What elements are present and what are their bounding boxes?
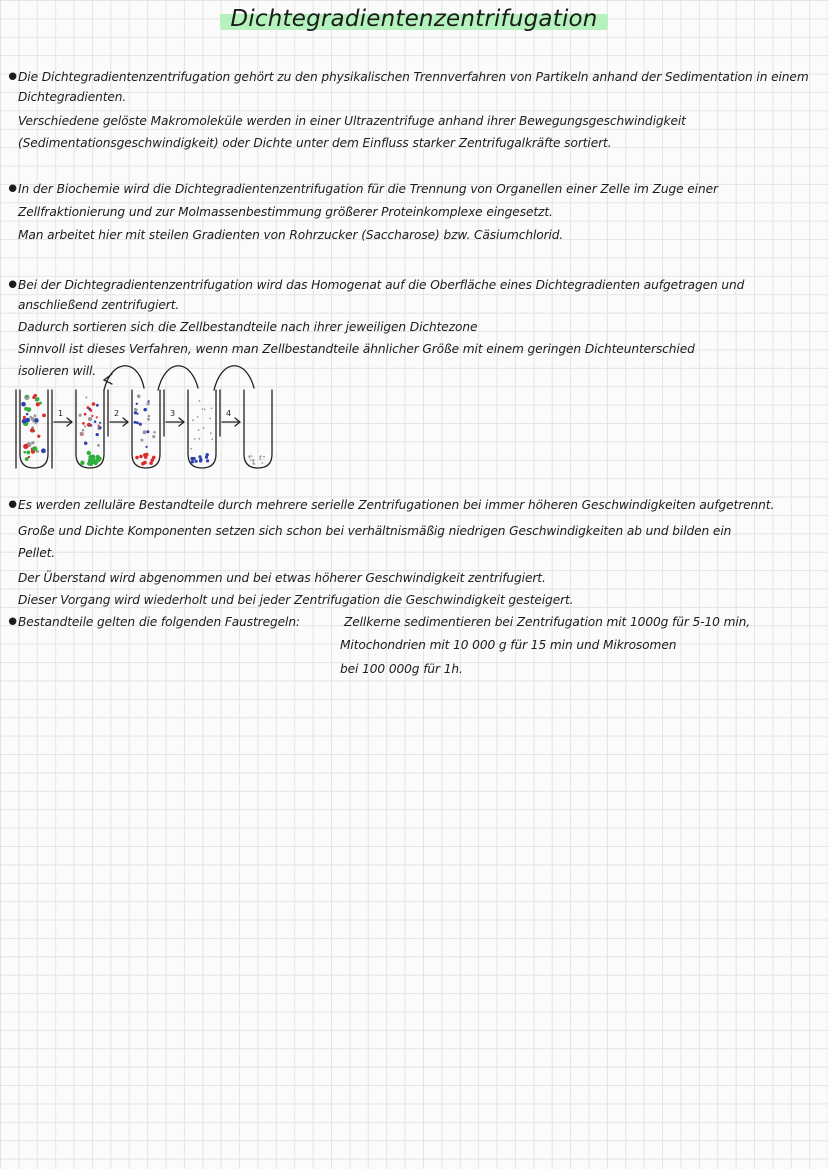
step-label-2: 2 [114,409,120,418]
particle-dot [136,403,138,405]
p4-line-5: Dieser Vorgang wird wiederholt und bei jeder Zentrifugation die Geschwindigkeit gesteigert. [18,593,574,607]
p3-line-1: Bei der Dichtegradientenzentrifugation wird das Homogenat auf die Oberfläche eines Dichtegradienten aufgetragen und [18,278,745,292]
particle-dot [97,457,101,461]
p1-line-3: Verschiedene gelöste Makromoleküle werden in einer Ultrazentrifuge anhand ihrer Bewegungsgeschwindigkeit [18,114,686,128]
particle-dot [85,396,87,398]
particle-dot [90,424,92,426]
particle-dot [153,431,156,434]
particle-dot [37,435,40,438]
particle-dot [148,415,151,418]
particle-dot [23,416,26,419]
p3-line-2: anschließend zentrifugiert. [18,298,180,312]
particle-dot [211,408,213,410]
particle-dot [82,422,85,425]
particle-dot [191,457,194,460]
p4-line-2: Große und Dichte Komponenten setzen sich schon bei verhältnismäßig niedrigen Geschwindigkeiten ab und bilden ein [18,524,732,538]
particle-dot [202,408,204,410]
arrow-3 [166,418,184,426]
particle-dot [253,463,255,465]
particle-dot [191,460,194,463]
p2-line-3: Man arbeitet hier mit steilen Gradienten von Rohrzucker (Saccharose) bzw. Cäsiumchlorid. [18,228,564,242]
particle-dot [80,461,84,465]
step-label-3: 3 [170,409,176,418]
particle-dot [192,419,194,421]
particle-dot [87,451,91,455]
particle-dot [25,395,28,398]
particle-dot [146,446,148,448]
particle-dot [253,459,255,461]
particle-dot [199,400,201,402]
particle-dot [31,441,34,444]
particle-dot [96,433,99,436]
particle-dot [209,418,211,420]
particle-dot [197,416,199,418]
particle-dot [88,417,92,421]
particle-dot [262,462,264,464]
particle-dot [260,458,262,460]
p5-line-4: bei 100 000g für 1h. [340,662,463,676]
particle-dot [26,450,30,454]
particle-dot [96,416,98,418]
particle-dot [89,409,92,412]
particle-dot [143,430,147,434]
particle-dot [199,438,201,440]
particle-dot [86,406,89,409]
particle-dots [21,394,265,466]
page-title: Dichtegradientenzentrifugation [220,6,607,32]
particle-dot [206,459,209,462]
particle-dot [30,428,35,433]
particle-dot [21,402,26,407]
p4-line-3: Pellet. [18,546,56,560]
particle-dot [199,459,202,462]
particle-dot [149,461,153,465]
particle-dot [35,398,39,402]
particle-dot [263,456,265,458]
rotor-arc-3 [214,366,254,390]
particle-dot [248,455,250,457]
particle-dot [23,444,28,449]
centrifugation-diagram [0,360,300,480]
page-title-wrap [0,6,828,32]
particle-dot [190,448,192,450]
tube-5 [244,390,272,468]
particle-dot [96,404,99,407]
p1-line-1: Die Dichtegradientenzentrifugation gehört zu den physikalischen Trennverfahren von Partikeln anhand der Sedimentation in einem [18,70,809,84]
particle-dot [26,413,28,415]
particle-dot [91,415,93,417]
rotor-arc-2 [158,366,198,390]
particle-dot [79,414,82,417]
p1-line-4: (Sedimentationsgeschwindigkeit) oder Dichte unter dem Einfluss starker Zentrifugalkräfte sortiert. [18,136,612,150]
particle-dot [84,425,86,427]
particle-dot [32,446,37,451]
p1-line-2: Dichtegradienten. [18,90,127,104]
particle-dot [94,420,97,423]
particle-dot [144,455,148,459]
particle-dot [41,448,46,453]
particle-dot [135,456,139,460]
particle-dot [34,414,37,417]
particle-dot [194,460,197,463]
particle-dot [35,422,38,425]
particle-dot [147,418,150,421]
particle-dot [210,432,212,434]
particle-dot [152,435,155,438]
particle-dot [32,396,35,399]
particle-dot [92,402,96,406]
p5-line-2: Zellkerne sedimentieren bei Zentrifugation mit 1000g für 5-10 min, [344,615,751,629]
particle-dot [141,462,145,466]
particle-dot [137,394,141,398]
tube-bracket-2 [108,390,220,436]
particle-dot [146,430,149,433]
arrow-1 [54,418,72,426]
p3-line-4: Sinnvoll ist dieses Verfahren, wenn man Zellbestandteile ähnlicher Größe mit einem geringen Dichteunterschied [18,342,695,356]
particle-dot [25,418,30,423]
particle-dot [251,455,253,457]
particle-dot [140,439,143,442]
step-label-1: 1 [58,409,64,418]
particle-dot [136,413,138,415]
particle-dot [203,427,205,429]
particle-dot [42,413,46,417]
particle-dot [250,459,252,461]
particle-dot [143,408,147,412]
arrow-4 [222,418,240,426]
particle-dot [97,444,100,447]
particle-dot [26,407,31,412]
p5-line-1: Bestandteile gelten die folgenden Faustregeln: [18,615,300,629]
particle-dot [80,432,83,435]
particle-dot [206,453,209,456]
particle-dot [134,421,137,424]
p4-line-4: Der Überstand wird abgenommen und bei etwas höherer Geschwindigkeit zentrifugiert. [18,571,546,585]
particle-dot [211,438,213,440]
particle-dot [136,421,139,424]
bullet-1: • [5,63,21,93]
particle-dot [84,441,87,444]
particle-dot [91,455,95,459]
p3-line-5: isolieren will. [18,364,97,378]
particle-dot [194,438,196,440]
step-label-4: 4 [226,409,232,418]
bullet-3: • [5,271,21,301]
particle-dot [23,451,26,454]
rotor-arc-1 [104,366,144,390]
particle-dot [204,409,206,411]
particle-dot [82,429,85,432]
bullet-5: • [5,608,21,638]
particle-dot [198,429,200,431]
p2-line-2: Zellfraktionierung und zur Molmassenbestimmung größerer Proteinkomplexe eingesetzt. [18,205,553,219]
p4-line-1: Es werden zelluläre Bestandteile durch mehrere serielle Zentrifugationen bei immer höheren Geschwindigkeiten aufgetrennt. [18,498,775,512]
particle-dot [146,402,149,405]
particle-dot [28,456,30,458]
particle-dot [259,456,261,458]
particle-dot [99,422,101,424]
bullet-4: • [5,491,21,521]
particle-dot [139,455,143,459]
p3-line-3: Dadurch sortieren sich die Zellbestandteile nach ihrer jeweiligen Dichtezone [18,320,478,334]
p2-line-1: In der Biochemie wird die Dichtegradientenzentrifugation für die Trennung von Organellen einer Zelle im Zuge einer [18,182,718,196]
particle-dot [99,426,102,429]
tube-4 [188,390,216,468]
particle-dot [135,408,138,411]
particle-dot [93,459,97,463]
particle-dot [139,423,142,426]
arrow-2 [110,418,128,426]
bullet-2: • [5,175,21,205]
particle-dot [151,458,155,462]
p5-line-3: Mitochondrien mit 10 000 g für 15 min und Mikrosomen [340,638,677,652]
particle-dot [39,402,42,405]
particle-dot [84,413,87,416]
particle-dot [31,417,35,421]
